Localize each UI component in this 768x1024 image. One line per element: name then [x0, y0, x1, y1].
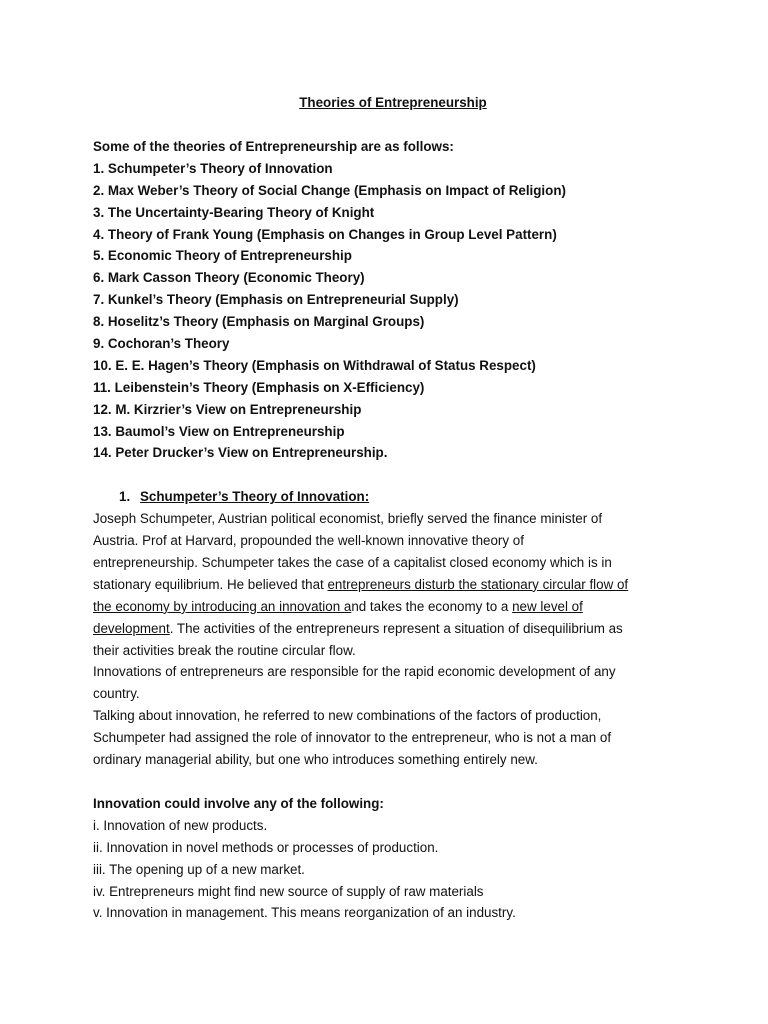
innovation-item: ii. Innovation in novel methods or processes of production. — [93, 839, 439, 855]
paragraph-line — [93, 574, 693, 596]
paragraph-line: their activities break the routine circular flow. — [93, 642, 356, 658]
document-title: Theories of Entrepreneurship — [299, 95, 487, 110]
theory-item: 14. Peter Drucker’s View on Entrepreneurship. — [93, 445, 388, 461]
theory-item: 8. Hoselitz’s Theory (Emphasis on Marginal Groups) — [93, 314, 425, 330]
paragraph-line: country. — [93, 686, 140, 702]
innovation-item: iii. The opening up of a new market. — [93, 861, 305, 877]
innovation-list — [93, 815, 693, 924]
theory-item: 7. Kunkel’s Theory (Emphasis on Entrepreneurial Supply) — [93, 292, 459, 308]
theory-item: 11. Leibenstein’s Theory (Emphasis on X-Efficiency) — [93, 379, 425, 395]
spacer — [93, 114, 693, 136]
innovation-heading: Innovation could involve any of the following: — [93, 795, 384, 811]
theory-item: 13. Baumol’s View on Entrepreneurship — [93, 423, 345, 439]
innovation-item: i. Innovation of new products. — [93, 817, 268, 833]
paragraph-line: Schumpeter had assigned the role of innovator to the entrepreneur, who is not a man of — [93, 730, 612, 746]
paragraph-line: Austria. Prof at Harvard, propounded the well-known innovative theory of — [93, 533, 524, 549]
underlined-text: development — [93, 620, 170, 636]
theory-item: 3. The Uncertainty-Bearing Theory of Knight — [93, 204, 375, 220]
innovation-item: iv. Entrepreneurs might find new source of supply of raw materials — [93, 883, 484, 899]
spacer — [93, 771, 693, 793]
theory-item: 12. M. Kirzrier’s View on Entrepreneurship — [93, 401, 362, 417]
intro-text: Some of the theories of Entrepreneurship are as follows: — [93, 139, 454, 154]
paragraph-line: Talking about innovation, he referred to new combinations of the factors of production, — [93, 708, 602, 724]
innovation-item: v. Innovation in management. This means reorganization of an industry. — [93, 905, 516, 921]
paragraph-line: Joseph Schumpeter, Austrian political economist, briefly served the finance minister of — [93, 511, 603, 527]
section-title: Schumpeter’s Theory of Innovation: — [140, 489, 370, 505]
theory-item: 2. Max Weber’s Theory of Social Change (Emphasis on Impact of Religion) — [93, 182, 566, 198]
text-run: nd takes the economy to a — [351, 598, 513, 614]
theory-item: 9. Cochoran’s Theory — [93, 336, 230, 352]
paragraph-line — [93, 618, 693, 640]
theory-item: 5. Economic Theory of Entrepreneurship — [93, 248, 352, 264]
underlined-text: the economy by introducing an innovation a — [93, 598, 352, 614]
document-page — [93, 92, 693, 924]
theory-item: 4. Theory of Frank Young (Emphasis on Changes in Group Level Pattern) — [93, 226, 557, 242]
underlined-text: entrepreneurs disturb the stationary circular flow of — [327, 576, 629, 592]
paragraph-line: ordinary managerial ability, but one who introduces something entirely new. — [93, 752, 538, 768]
theory-item: 1. Schumpeter’s Theory of Innovation — [93, 160, 333, 176]
text-run: . The activities of the entrepreneurs represent a situation of disequilibrium as — [169, 620, 623, 636]
paragraph-line: entrepreneurship. Schumpeter takes the case of a capitalist closed economy which is in — [93, 555, 612, 571]
spacer — [93, 464, 693, 486]
section-heading — [93, 486, 693, 508]
underlined-text: new level of — [512, 598, 583, 614]
section-body — [93, 508, 693, 771]
paragraph-line: Innovations of entrepreneurs are responsible for the rapid economic development of any — [93, 664, 616, 680]
section-number: 1. — [119, 489, 131, 505]
text-run: stationary equilibrium. He believed that — [93, 576, 328, 592]
paragraph-line — [93, 596, 693, 618]
theory-item: 6. Mark Casson Theory (Economic Theory) — [93, 270, 365, 286]
theory-item: 10. E. E. Hagen’s Theory (Emphasis on Withdrawal of Status Respect) — [93, 357, 536, 373]
theories-list — [93, 158, 693, 464]
